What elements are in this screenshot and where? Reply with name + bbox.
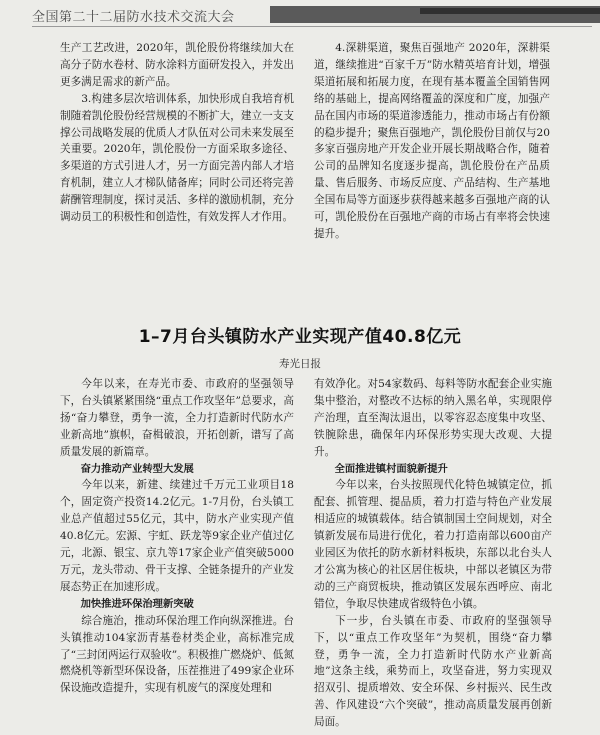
paragraph: 今年以来，台头按照现代化特色城镇定位，抓配套、抓管理、提品质，着力打造与特色产业发展相适应的城镇载体。结合镇制国土空间规划，对全镇新发展布局进行优化，着力打造南部以600亩产业园区为依托的防水新材料板块，东部以北台头人才公寓为核心的社区居住板块，中部以老镇区为带动的三产商贸板块，推动镇区发展东西呼应、南北错位，争取尽快建成省级特色小镇。 <box>314 479 552 610</box>
section-heading: 加快推进环保治理新突破 <box>80 597 194 610</box>
paragraph: 4.深耕渠道，聚焦百强地产 2020年，深耕渠道，继续推进“百家千万”防水精英培育计划，增强渠道拓展和拓展力度，在现有基本覆盖全国销售网络的基础上，提高网络覆盖的深度和广度，加强产品在国内市场的渠道渗透能力，推动市场占有份额的稳步提升；聚焦百强地产，凯伦股份目前仅与20多家百强房地产开发企业开展长期战略合作，随着公司的品牌知名度逐步提高，凯伦股份在产品质量、售后服务、市场反应度、产品结构、生产基地全国布局等方面逐步获得越来越多百强地产商的认可，凯伦股份在百强地产商的市场占有率将会快速提升。 <box>314 42 550 240</box>
article-byline: 寿光日报 <box>279 358 321 370</box>
paragraph: 生产工艺改进，2020年，凯伦股份将继续加大在高分子防水卷材、防水涂料方面研发投入，并发出更多满足需求的新产品。 <box>60 42 294 88</box>
article-title: 1–7月台头镇防水产业实现产值40.8亿元 <box>138 327 462 347</box>
header-dark-stripe <box>420 8 600 14</box>
page-header <box>0 0 600 28</box>
top-right-column <box>314 40 550 243</box>
conference-title: 全国第二十二届防水技术交流大会 <box>32 10 235 25</box>
paragraph: 下一步，台头镇在市委、市政府的坚强领导下，以“重点工作攻坚年”为契机，围绕“奋力攀登，勇争一流，全力打造新时代防水产业新高地”这条主线，乘势而上，攻坚奋进，努力实现双招双引、提质增效、安全环保、乡村振兴、民生改善、作风建设“六个突破”，推动高质量发展再创新局面。 <box>314 614 552 729</box>
bottom-left-column <box>60 376 294 697</box>
bottom-right-column <box>314 376 552 731</box>
section-heading: 奋力推动产业转型大发展 <box>80 462 194 475</box>
paragraph: 今年以来，在寿光市委、市政府的坚强领导下，台头镇紧紧围绕“重点工作攻坚年”总要求，高扬“奋力攀登，勇争一流，全力打造新时代防水产业新高地”旗帜，奋楫破浪，开拓创新，谱写了高质量发展的新篇章。 <box>60 378 294 458</box>
paragraph: 今年以来，新建、续建过千万元工业项目18个，固定资产投资14.2亿元。1-7月份，台头镇工业总产值超过55亿元，其中，防水产业实现产值40.8亿元。宏源、宇虹、跃龙等9家企业产值过亿元，北源、银宝、京九等17家企业产值突破5000万元，龙头带动、骨干支撑、全链条提升的产业发展态势正在加速形成。 <box>60 479 294 593</box>
top-left-column <box>60 40 294 226</box>
section-heading: 全面推进镇村面貌新提升 <box>334 462 448 475</box>
paragraph: 综合施治，推动环保治理工作向纵深推进。台头镇推动104家沥青基卷材类企业，高标准完成了“三封闭两运行双验收”。积极推广燃烧炉、低氮燃烧机等新型环保设备，压茬推进了499家企业环保设施改造提升，实现有机废气的深度处理和 <box>60 614 294 695</box>
paragraph: 有效净化。对54家数码、每料等防水配套企业实施集中整治，对整改不达标的纳入黑名单，实现限停产治理，直至淘汰退出，以零容忍态度集中攻坚、铁腕除患，确保年内环保形势实现大改观、大提升。 <box>314 378 552 458</box>
header-rule <box>32 26 592 27</box>
paragraph: 3.构建多层次培训体系，加快形成自我培育机制随着凯伦股份经营规模的不断扩大，建立一支支撑公司战略发展的优质人才队伍对公司未来发展至关重要。2020年，凯伦股份一方面采取多途径、多渠道的方式引进人才，另一方面完善内部人才培育机制，建立人才梯队储备库；同时公司还将完善薪酬管理制度，探讨灵活、多样的激励机制，充分调动员工的积极性和创造性，有效发挥人才作用。 <box>60 92 294 224</box>
